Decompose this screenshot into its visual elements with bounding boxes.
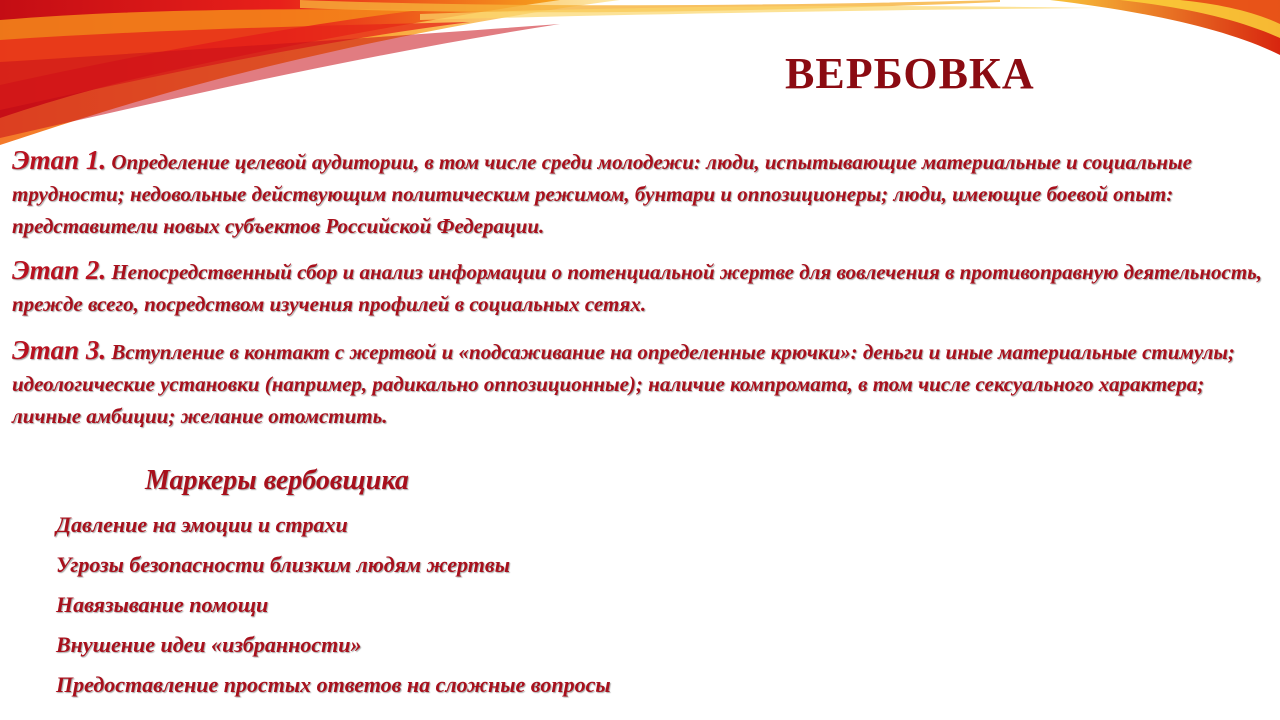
stage-3 — [12, 334, 1274, 432]
marker-item: Давление на эмоции и страхи — [56, 512, 348, 537]
marker-item: Предоставление простых ответов на сложные вопросы — [56, 672, 611, 697]
stage-1 — [12, 144, 1274, 242]
marker-item: Навязывание помощи — [56, 592, 269, 617]
markers-list — [56, 510, 611, 710]
stage-2-label: Этап 2. — [12, 255, 107, 285]
markers-heading: Маркеры вербовщика — [145, 465, 409, 496]
decorative-swoosh — [0, 0, 1280, 160]
stage-1-label: Этап 1. — [12, 145, 107, 175]
stage-1-text: Определение целевой аудитории, в том числе среди молодежи: люди, испытывающие материальные и социальные трудности; недовольные действующим политическим режимом, бунтари и оппозиционеры; люди, имеющие боевой опыт: представители новых субъектов Российской Федерации. — [12, 150, 1192, 238]
stage-3-label: Этап 3. — [12, 335, 107, 365]
stage-2 — [12, 254, 1274, 320]
stage-3-text: Вступление в контакт с жертвой и «подсаживание на определенные крючки»: деньги и иные материальные стимулы; идеологические установки (например, радикально оппозиционные); наличие компромата, в том числе сексуального характера; личные амбиции; желание отомстить. — [12, 340, 1235, 428]
marker-item: Внушение идеи «избранности» — [56, 632, 362, 657]
slide-title: ВЕРБОВКА — [785, 49, 1035, 98]
marker-item: Угрозы безопасности близким людям жертвы — [56, 552, 510, 577]
stage-2-text: Непосредственный сбор и анализ информации о потенциальной жертве для вовлечения в противоправную деятельность, прежде всего, посредством изучения профилей в социальных сетях. — [12, 260, 1263, 316]
